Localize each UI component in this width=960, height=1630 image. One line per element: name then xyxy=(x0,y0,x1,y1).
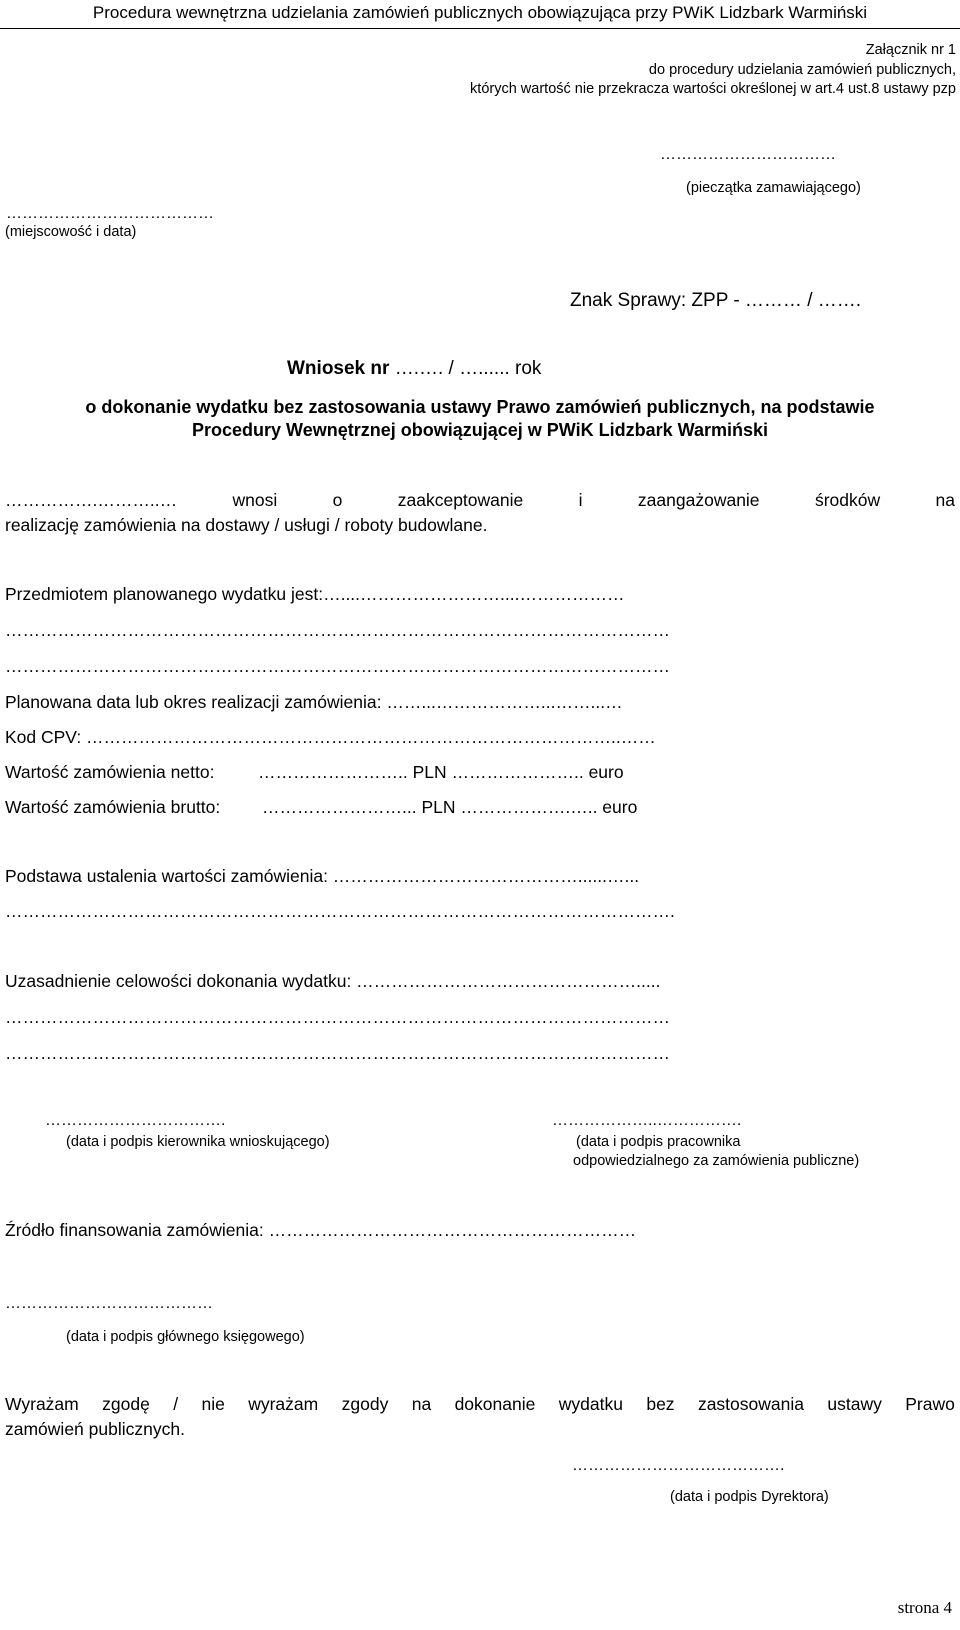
request-title-line-2: Procedury Wewnętrznej obowiązującej w PWiK Lidzbark Warmiński xyxy=(192,420,768,440)
consent-word: na xyxy=(411,1394,432,1414)
place-date-label: (miejscowość i data) xyxy=(5,224,137,240)
accountant-signature-dots: ………………………………… xyxy=(5,1295,213,1312)
header-divider xyxy=(0,28,960,29)
intro-word: …………….………..… xyxy=(5,490,178,510)
intro-word: zaangażowanie xyxy=(637,490,760,510)
consent-line-1 xyxy=(5,1394,955,1415)
intro-word: na xyxy=(935,490,955,510)
case-sign: Znak Sprawy: ZPP - ……… / ……. xyxy=(570,290,862,311)
manager-signature-label: (data i podpis kierownika wnioskującego) xyxy=(66,1134,330,1150)
manager-signature-dots: ……………………………. xyxy=(45,1112,226,1129)
request-number-label: Wniosek nr xyxy=(287,358,390,379)
request-number-dots: ….…. / …...... rok xyxy=(394,358,542,379)
consent-word: bez xyxy=(646,1394,675,1414)
page-number: strona 4 xyxy=(897,1598,952,1617)
subject-continuation-2: …………………………………………………………………………………………………… xyxy=(5,656,670,676)
consent-word: Prawo xyxy=(905,1394,955,1414)
intro-word: wnosi xyxy=(232,490,278,510)
justification-continuation-1: …………………………………………………………………………………………………… xyxy=(5,1007,670,1027)
justification-field: Uzasadnienie celowości dokonania wydatku: …………………………………………..... xyxy=(5,971,661,991)
intro-word: zaakceptowanie xyxy=(397,490,524,510)
intro-line-1 xyxy=(5,490,955,511)
consent-word: zgodę xyxy=(102,1394,150,1414)
attachment-title: Załącznik nr 1 xyxy=(865,42,956,58)
officer-signature-label-1: (data i podpis pracownika xyxy=(576,1134,741,1150)
request-number xyxy=(287,358,541,380)
subject-continuation-1: …………………………………………………………………………………………………… xyxy=(5,620,670,640)
consent-word: ustawy xyxy=(827,1394,882,1414)
cpv-code-field: Kod CPV: ………………………………………………………………………………..…… xyxy=(5,727,656,747)
net-value-field: …………………….. PLN ………………….. euro xyxy=(258,762,624,782)
net-value-label: Wartość zamówienia netto: xyxy=(5,762,215,782)
intro-line-2: realizację zamówienia na dostawy / usługi / roboty budowlane. xyxy=(5,515,488,535)
valuation-basis-field: Podstawa ustalenia wartości zamówienia: ……………………………………......…... xyxy=(5,866,640,886)
request-title-line-1: o dokonanie wydatku bez zastosowania ustawy Prawo zamówień publicznych, na podstawie xyxy=(85,397,875,417)
consent-word: dokonanie xyxy=(454,1394,536,1414)
gross-value-label: Wartość zamówienia brutto: xyxy=(5,797,221,817)
justification-continuation-2: …………………………………………………………………………………………………… xyxy=(5,1043,670,1063)
stamp-label: (pieczątka zamawiającego) xyxy=(686,180,861,196)
gross-value-field: ……………………... PLN ……………….….. euro xyxy=(262,797,638,817)
intro-word: o xyxy=(332,490,343,510)
consent-line-2: zamówień publicznych. xyxy=(5,1419,185,1439)
director-signature-dots: …………………………………. xyxy=(572,1457,785,1474)
funding-source-field: Źródło finansowania zamówienia: ……………………………………………………… xyxy=(5,1220,637,1240)
attachment-line-2: do procedury udzielania zamówień publicznych, xyxy=(648,62,956,78)
consent-word: Wyrażam xyxy=(5,1394,79,1414)
consent-word: wyrażam xyxy=(248,1394,319,1414)
place-date-dots: ………………………………… xyxy=(6,205,214,222)
consent-word: zastosowania xyxy=(697,1394,804,1414)
intro-word: i xyxy=(578,490,583,510)
accountant-signature-label: (data i podpis głównego księgowego) xyxy=(66,1329,305,1345)
running-header: Procedura wewnętrzna udzielania zamówień publicznych obowiązująca przy PWiK Lidzbark Warmiński xyxy=(92,3,868,22)
intro-word: środków xyxy=(814,490,881,510)
officer-signature-label-2: odpowiedzialnego za zamówienia publiczne) xyxy=(573,1153,860,1169)
consent-word: wydatku xyxy=(558,1394,623,1414)
attachment-line-3: których wartość nie przekracza wartości określonej w art.4 ust.8 ustawy pzp xyxy=(470,81,956,97)
officer-signature-dots: ………………..……………. xyxy=(552,1112,742,1129)
valuation-basis-continuation: ……………………………………………………………………………………………………. xyxy=(5,901,675,921)
stamp-dots: …………………………… xyxy=(660,146,836,163)
consent-word: nie xyxy=(201,1394,225,1414)
realization-date-field: Planowana data lub okres realizacji zamówienia: ……...………………...……...… xyxy=(5,692,623,712)
consent-word: zgody xyxy=(341,1394,389,1414)
consent-word: / xyxy=(173,1394,179,1414)
subject-field: Przedmiotem planowanego wydatku jest:…....……………………....……………… xyxy=(5,584,625,604)
director-signature-label: (data i podpis Dyrektora) xyxy=(670,1489,829,1505)
